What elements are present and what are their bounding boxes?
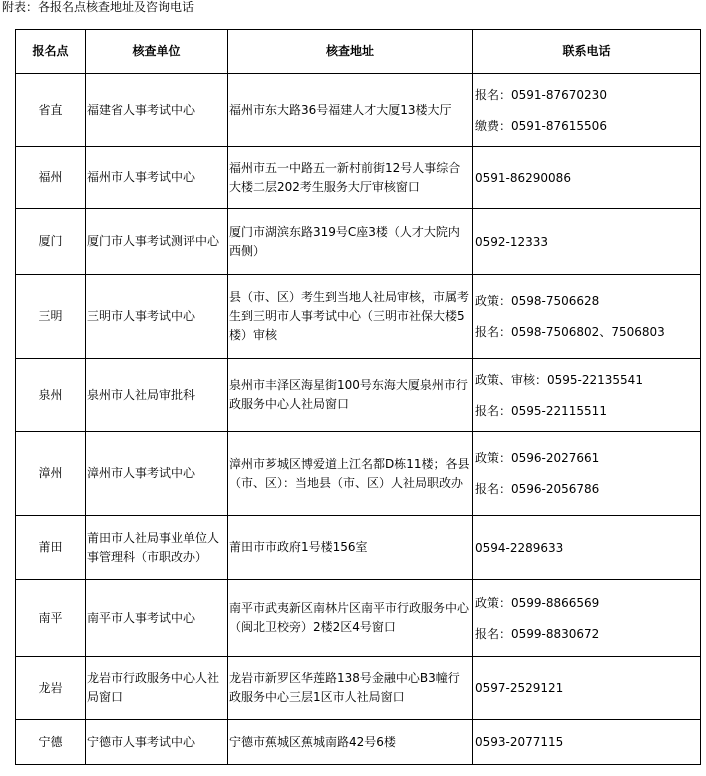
address-cell: 漳州市芗城区博爱道上江名都D栋11楼；各县（市、区）：当地县（市、区）人社局职改办: [228, 432, 473, 516]
table-row: [16, 657, 701, 720]
phone-cell: [473, 657, 701, 720]
phone-line: 0594-2289633: [475, 540, 564, 555]
phone-line: 0597-2529121: [475, 681, 564, 695]
table-row: [16, 74, 701, 147]
unit-cell: 莆田市人社局事业单位人事管理科（市职改办）: [86, 516, 228, 580]
phone-line: 报名：0598-7506802、7506803: [475, 325, 665, 339]
phone-line: 报名：0599-8830672: [475, 626, 600, 641]
site-cell: 莆田: [16, 516, 86, 580]
unit-cell: 福建省人事考试中心: [86, 74, 228, 147]
site-cell: 三明: [16, 275, 86, 359]
table-row: [16, 516, 701, 580]
header-unit: 核查单位: [86, 30, 228, 74]
table-caption: 附表：各报名点核查地址及咨询电话: [2, 0, 195, 14]
address-cell: 福州市东大路36号福建人才大厦13楼大厅: [228, 74, 473, 147]
site-cell: 南平: [16, 580, 86, 657]
site-cell: 泉州: [16, 359, 86, 432]
unit-cell: 龙岩市行政服务中心人社局窗口: [86, 657, 228, 720]
unit-cell: 三明市人事考试中心: [86, 275, 228, 359]
table-header-row: [16, 30, 701, 74]
phone-line: 报名：0596-2056786: [475, 482, 600, 496]
phone-cell: [473, 147, 701, 209]
address-cell: 泉州市丰泽区海星街100号东海大厦泉州市行政服务中心人社局窗口: [228, 359, 473, 432]
phone-line: 0591-86290086: [475, 170, 571, 185]
address-cell: 县（市、区）考生到当地人社局审核，市属考生到三明市人事考试中心（三明市社保大楼5楼）审核: [228, 275, 473, 359]
table-row: [16, 720, 701, 765]
phone-cell: [473, 359, 701, 432]
address-cell: 宁德市蕉城区蕉城南路42号6楼: [228, 720, 473, 765]
site-cell: 龙岩: [16, 657, 86, 720]
address-cell: 厦门市湖滨东路319号C座3楼（人才大院内西侧）: [228, 209, 473, 275]
phone-line: 政策、审核：0595-22135541: [475, 372, 643, 387]
unit-cell: 厦门市人事考试测评中心: [86, 209, 228, 275]
phone-line: 政策：0596-2027661: [475, 451, 600, 465]
phone-line: 政策：0599-8866569: [475, 595, 600, 610]
address-cell: 莆田市市政府1号楼156室: [228, 516, 473, 580]
unit-cell: 福州市人事考试中心: [86, 147, 228, 209]
phone-line: 政策：0598-7506628: [475, 294, 600, 308]
site-cell: 厦门: [16, 209, 86, 275]
phone-cell: [473, 432, 701, 516]
phone-line: 0593-2077115: [475, 735, 564, 749]
phone-line: 0592-12333: [475, 234, 549, 249]
unit-cell: 漳州市人事考试中心: [86, 432, 228, 516]
site-cell: 福州: [16, 147, 86, 209]
phone-line: 报名：0591-87670230: [475, 87, 607, 102]
phone-line: 缴费：0591-87615506: [475, 118, 607, 133]
unit-cell: 泉州市人社局审批科: [86, 359, 228, 432]
table-row: [16, 580, 701, 657]
table-row: [16, 359, 701, 432]
table-row: [16, 147, 701, 209]
address-cell: 龙岩市新罗区华莲路138号金融中心B3幢行政服务中心三层1区市人社局窗口: [228, 657, 473, 720]
header-phone: 联系电话: [473, 30, 701, 74]
address-cell: 南平市武夷新区南林片区南平市行政服务中心（闽北卫校旁）2楼2区4号窗口: [228, 580, 473, 657]
phone-cell: [473, 580, 701, 657]
phone-cell: [473, 516, 701, 580]
table-row: [16, 209, 701, 275]
table-body: [16, 74, 701, 765]
table-row: [16, 275, 701, 359]
phone-cell: [473, 720, 701, 765]
header-site: 报名点: [16, 30, 86, 74]
unit-cell: 南平市人事考试中心: [86, 580, 228, 657]
phone-cell: [473, 209, 701, 275]
site-cell: 省直: [16, 74, 86, 147]
header-address: 核查地址: [228, 30, 473, 74]
table-row: [16, 432, 701, 516]
phone-cell: [473, 74, 701, 147]
phone-cell: [473, 275, 701, 359]
site-cell: 漳州: [16, 432, 86, 516]
checkpoint-table: [15, 29, 701, 765]
address-cell: 福州市五一中路五一新村前街12号人事综合大楼二层202考生服务大厅审核窗口: [228, 147, 473, 209]
unit-cell: 宁德市人事考试中心: [86, 720, 228, 765]
phone-line: 报名：0595-22115511: [475, 403, 607, 418]
site-cell: 宁德: [16, 720, 86, 765]
